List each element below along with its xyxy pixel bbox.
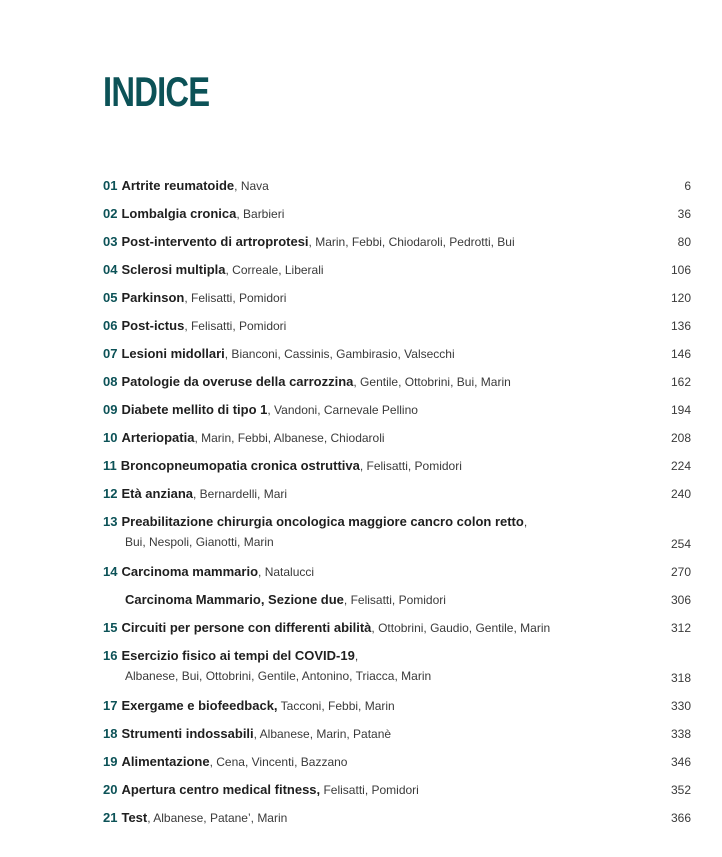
toc-entry[interactable] [103, 724, 691, 752]
toc-entry-line [103, 590, 691, 610]
chapter-authors: , Nava [234, 179, 269, 193]
page-number: 224 [670, 459, 691, 473]
page-number: 352 [670, 783, 691, 797]
chapter-authors: , Bianconi, Cassinis, Gambirasio, Valsecchi [224, 347, 455, 361]
chapter-title: Preabilitazione chirurgia oncologica maggiore cancro colon retto [121, 514, 524, 529]
page-number: 318 [670, 671, 691, 685]
toc-entry[interactable] [103, 372, 691, 400]
chapter-title: Sclerosi multipla [121, 262, 226, 277]
toc-entry-line [103, 260, 691, 280]
toc-entry[interactable] [103, 316, 691, 344]
chapter-authors: Tacconi, Febbi, Marin [277, 699, 395, 713]
chapter-title: Exergame e biofeedback, [121, 698, 278, 713]
chapter-title: Lesioni midollari [121, 346, 225, 361]
toc-entry[interactable] [103, 176, 691, 204]
chapter-number: 02 [103, 206, 118, 221]
toc-entry[interactable] [103, 646, 691, 696]
chapter-title: Artrite reumatoide [121, 178, 235, 193]
chapter-title: Carcinoma mammario [121, 564, 259, 579]
toc-entry-line [103, 232, 691, 252]
toc-entry-line [103, 428, 691, 448]
chapter-authors: , Natalucci [258, 565, 315, 579]
toc-entry[interactable] [103, 484, 691, 512]
toc-entry[interactable] [103, 808, 691, 836]
toc-entry[interactable] [103, 780, 691, 808]
page-number: 346 [670, 755, 691, 769]
chapter-authors-continued: Albanese, Bui, Ottobrini, Gentile, Antonino, Triacca, Marin [125, 669, 432, 683]
toc-entry-line [103, 344, 691, 364]
toc-entry-line [103, 562, 691, 582]
page-number: 312 [670, 621, 691, 635]
chapter-authors: , Albanese, Patane’, Marin [147, 811, 288, 825]
chapter-authors: , [523, 515, 528, 529]
chapter-number: 20 [103, 782, 118, 797]
page-number: 6 [684, 179, 691, 193]
chapter-number: 11 [103, 458, 117, 473]
chapter-title: Post-intervento di artroprotesi [121, 234, 309, 249]
chapter-number: 14 [103, 564, 118, 579]
page-number: 208 [670, 431, 691, 445]
toc-entry-line [103, 696, 691, 716]
page-number: 146 [670, 347, 691, 361]
chapter-title: Post-ictus [121, 318, 185, 333]
chapter-number: 18 [103, 726, 118, 741]
chapter-authors-continued: Bui, Nespoli, Gianotti, Marin [125, 535, 274, 549]
page-number: 136 [670, 319, 691, 333]
chapter-number: 03 [103, 234, 118, 249]
chapter-number: 21 [103, 810, 118, 825]
chapter-title: Apertura centro medical fitness, [121, 782, 321, 797]
chapter-authors: , Albanese, Marin, Patanè [253, 727, 392, 741]
chapter-title: Età anziana [121, 486, 193, 501]
page-number: 306 [670, 593, 691, 607]
toc-entry-line [103, 618, 691, 638]
toc-entry-line [103, 288, 691, 308]
chapter-authors: , Barbieri [236, 207, 285, 221]
toc-entry[interactable] [103, 590, 691, 618]
toc-entry-line [103, 456, 691, 476]
toc-entry[interactable] [103, 618, 691, 646]
toc-entry-line [103, 484, 691, 504]
chapter-title: Arteriopatia [121, 430, 195, 445]
toc-entry-line [103, 316, 691, 336]
chapter-number: 12 [103, 486, 118, 501]
chapter-title: Esercizio fisico ai tempi del COVID-19 [121, 648, 355, 663]
chapter-number: 09 [103, 402, 118, 417]
chapter-number: 04 [103, 262, 118, 277]
page-number: 254 [670, 537, 691, 551]
chapter-authors: , Marin, Febbi, Albanese, Chiodaroli [194, 431, 385, 445]
chapter-authors: , Bernardelli, Mari [193, 487, 288, 501]
chapter-authors: , Felisatti, Pomidori [184, 319, 287, 333]
chapter-title: Parkinson [121, 290, 185, 305]
chapter-number: 10 [103, 430, 118, 445]
toc-entry[interactable] [103, 456, 691, 484]
page-number: 240 [670, 487, 691, 501]
chapter-number: 05 [103, 290, 118, 305]
toc-entry[interactable] [103, 428, 691, 456]
chapter-authors: , Correale, Liberali [225, 263, 324, 277]
chapter-authors: , Gentile, Ottobrini, Bui, Marin [353, 375, 511, 389]
toc-entry[interactable] [103, 562, 691, 590]
chapter-number: 19 [103, 754, 118, 769]
toc-entry[interactable] [103, 344, 691, 372]
chapter-title: Circuiti per persone con differenti abilità [121, 620, 372, 635]
toc-entry-line [103, 808, 691, 828]
chapter-authors: , Ottobrini, Gaudio, Gentile, Marin [371, 621, 551, 635]
toc-entry[interactable] [103, 260, 691, 288]
page-number: 194 [670, 403, 691, 417]
chapter-number: 06 [103, 318, 118, 333]
toc-entry[interactable] [103, 752, 691, 780]
chapter-number: 07 [103, 346, 118, 361]
chapter-authors: , Felisatti, Pomidori [343, 593, 446, 607]
toc-entry-line [103, 176, 691, 196]
toc-entry[interactable] [103, 512, 691, 562]
toc-entry-line [103, 724, 691, 744]
page-number: 36 [677, 207, 691, 221]
toc-entry-line [103, 512, 691, 532]
chapter-title: Lombalgia cronica [121, 206, 237, 221]
toc-entry[interactable] [103, 232, 691, 260]
chapter-number: 08 [103, 374, 118, 389]
toc-entry[interactable] [103, 204, 691, 232]
chapter-authors: , Marin, Febbi, Chiodaroli, Pedrotti, Bui [308, 235, 515, 249]
chapter-authors: Felisatti, Pomidori [320, 783, 419, 797]
page-number: 106 [670, 263, 691, 277]
chapter-title: Patologie da overuse della carrozzina [121, 374, 354, 389]
chapter-number: 16 [103, 648, 118, 663]
chapter-authors: , Vandoni, Carnevale Pellino [267, 403, 418, 417]
toc-entry[interactable] [103, 400, 691, 428]
page-number: 330 [670, 699, 691, 713]
chapter-title: Carcinoma Mammario, Sezione due [125, 592, 344, 607]
page-title: INDICE [103, 68, 210, 115]
toc-entry-line [103, 204, 691, 224]
page-number: 80 [677, 235, 691, 249]
toc-entry-line [103, 646, 691, 666]
chapter-authors: , Felisatti, Pomidori [184, 291, 287, 305]
page-number: 338 [670, 727, 691, 741]
toc-entry[interactable] [103, 696, 691, 724]
toc-entry-line [103, 400, 691, 420]
page-number: 270 [670, 565, 691, 579]
chapter-authors: , Cena, Vincenti, Bazzano [209, 755, 348, 769]
chapter-authors: , Felisatti, Pomidori [359, 459, 462, 473]
chapter-authors: , [354, 649, 359, 663]
chapter-title: Diabete mellito di tipo 1 [121, 402, 268, 417]
chapter-title: Alimentazione [121, 754, 210, 769]
table-of-contents [103, 176, 691, 836]
chapter-number: 01 [103, 178, 118, 193]
page-number: 120 [670, 291, 691, 305]
chapter-title: Test [121, 810, 148, 825]
chapter-number: 15 [103, 620, 118, 635]
chapter-title: Broncopneumopatia cronica ostruttiva [120, 458, 360, 473]
page-number: 366 [670, 811, 691, 825]
toc-entry[interactable] [103, 288, 691, 316]
toc-entry-line [103, 780, 691, 800]
chapter-number: 13 [103, 514, 118, 529]
toc-entry-line [103, 372, 691, 392]
chapter-number: 17 [103, 698, 118, 713]
page-number: 162 [670, 375, 691, 389]
chapter-title: Strumenti indossabili [121, 726, 254, 741]
toc-entry-line [103, 752, 691, 772]
